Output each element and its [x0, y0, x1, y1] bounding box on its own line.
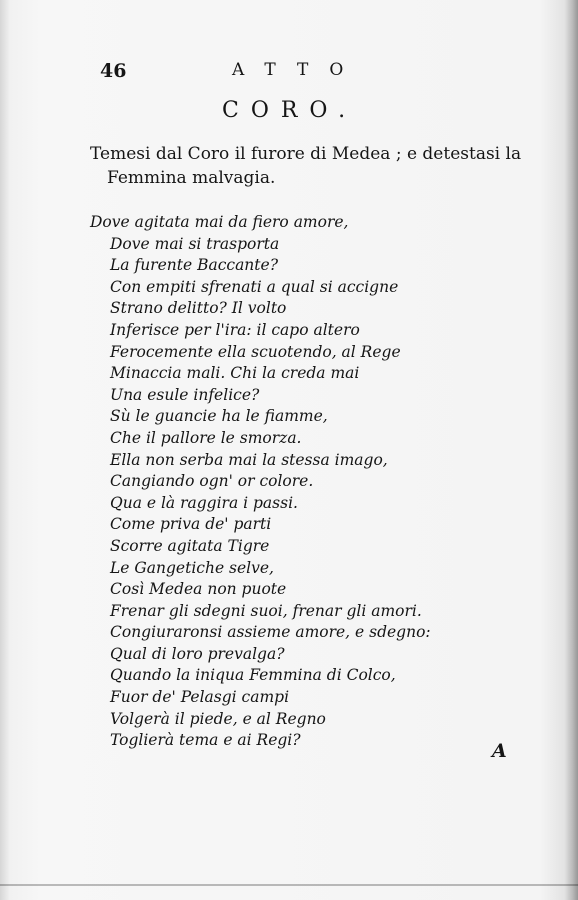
verse-line: Congiuraronsi assieme amore, e sdegno:	[110, 623, 431, 642]
verse-line: Volgerà il piede, e al Regno	[110, 709, 326, 728]
argument-summary	[90, 142, 545, 190]
verse-line: Le Gangetiche selve,	[110, 558, 274, 577]
verse-line: Toglierà tema e ai Regi?	[110, 731, 301, 750]
argument-line: Temesi dal Coro il furore di Medea ; e detestasi la	[90, 144, 522, 164]
verse-line: Inferisce per l'ira: il capo altero	[110, 320, 360, 339]
verse-block	[90, 212, 431, 752]
verse-line: Dove mai si trasporta	[110, 234, 280, 253]
verse-line: Qual di loro prevalga?	[110, 644, 285, 663]
verse-line: Strano delitto? Il volto	[110, 299, 287, 318]
verse-line: Che il pallore le smorza.	[110, 428, 302, 447]
verse-line: Qua e là raggira i passi.	[110, 493, 298, 512]
verse-line: Fuor de' Pelasgi campi	[110, 688, 290, 707]
verse-line: Frenar gli sdegni suoi, frenar gli amori.	[110, 601, 422, 620]
verse-line: Minaccia mali. Chi la creda mai	[110, 364, 360, 383]
verse-line: Una esule infelice?	[110, 385, 260, 404]
verse-line: Ella non serba mai la stessa imago,	[110, 450, 388, 469]
verse-line: Ferocemente ella scuotendo, al Rege	[110, 342, 401, 361]
verse-line: Dove agitata mai da fiero amore,	[90, 213, 349, 231]
page-number: 46	[100, 60, 127, 82]
verse-line: Con empiti sfrenati a qual si accigne	[110, 277, 399, 296]
verse-line: Così Medea non puote	[110, 580, 287, 599]
verse-line: Come priva de' parti	[110, 515, 272, 534]
verse-line: La furente Baccante?	[110, 256, 279, 275]
verse-line: Cangiando ogn' or colore.	[110, 472, 314, 491]
page-bottom-edge	[0, 884, 578, 886]
verse-line: Sù le guancie ha le fiamme,	[110, 407, 328, 426]
page-edge-shadow	[564, 0, 578, 900]
catchword: A	[492, 740, 507, 762]
argument-line: Femmina malvagia.	[107, 168, 276, 188]
running-head: ATTO	[232, 60, 365, 80]
verse-line: Quando la iniqua Femmina di Colco,	[110, 666, 396, 685]
verse-line: Scorre agitata Tigre	[110, 536, 270, 555]
section-title: CORO.	[222, 98, 358, 123]
